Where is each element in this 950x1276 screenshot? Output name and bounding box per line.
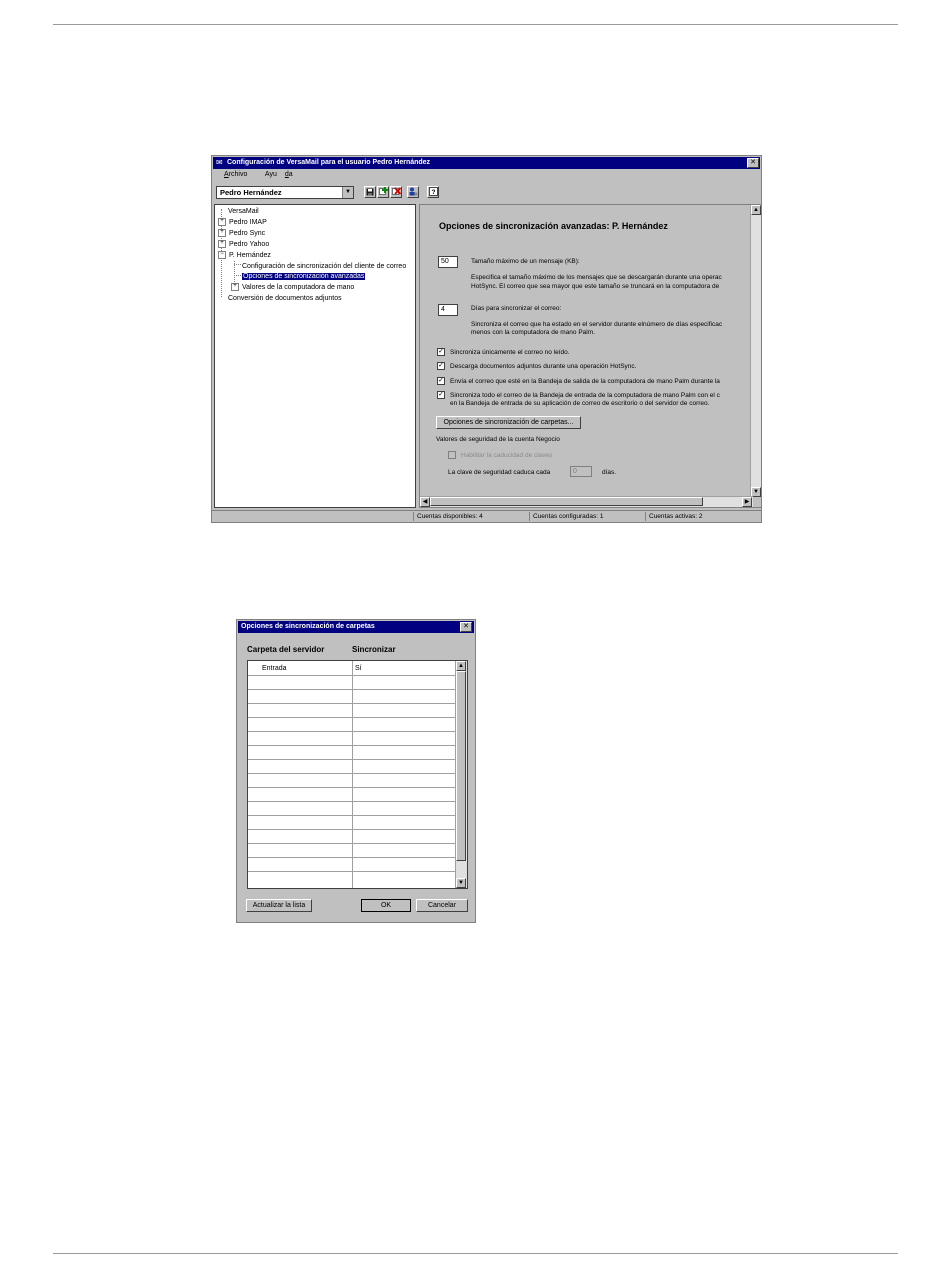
table-row[interactable] bbox=[248, 732, 456, 746]
table-row[interactable] bbox=[248, 858, 456, 872]
window-titlebar bbox=[213, 157, 760, 169]
save-button[interactable] bbox=[364, 186, 376, 198]
sync-days-label: Días para sincronizar el correo: bbox=[471, 305, 562, 312]
table-row[interactable] bbox=[248, 676, 456, 690]
tree-item-pedro-sync[interactable]: + Pedro Sync bbox=[218, 229, 265, 239]
send-outbox-checkbox[interactable]: ✓ bbox=[438, 377, 444, 384]
max-message-size-input[interactable]: 50 bbox=[438, 256, 458, 268]
table-row[interactable] bbox=[248, 774, 456, 788]
add-account-icon bbox=[379, 187, 388, 196]
menu-bar bbox=[216, 171, 309, 181]
unread-only-label: Sincroniza únicamente el correo no leído. bbox=[450, 349, 570, 356]
download-attachments-label: Descarga documentos adjuntos durante una operación HotSync. bbox=[450, 363, 637, 370]
table-row[interactable] bbox=[248, 788, 456, 802]
add-account-button[interactable] bbox=[377, 186, 389, 198]
table-vertical-scrollbar[interactable] bbox=[455, 661, 467, 888]
scroll-down-icon[interactable]: ▼ bbox=[751, 487, 761, 497]
window-title: Configuración de VersaMail para el usuario Pedro Hernández bbox=[227, 159, 431, 166]
versamail-config-window bbox=[211, 155, 762, 523]
dialog-titlebar bbox=[238, 621, 474, 633]
tree-connector bbox=[234, 264, 241, 265]
user-settings-icon bbox=[409, 187, 418, 196]
scroll-down-icon[interactable]: ▼ bbox=[456, 878, 466, 888]
max-message-size-desc: Especifica el tamaño máximo de los mensajes que se descargarán durante una operac bbox=[471, 274, 722, 281]
key-expiry-label: La clave de seguridad caduca cada bbox=[448, 469, 551, 476]
horizontal-scroll-thumb[interactable] bbox=[430, 497, 703, 506]
sync-days-desc: menos con la computadora de mano Palm. bbox=[471, 329, 595, 336]
table-row[interactable] bbox=[248, 690, 456, 704]
download-attachments-checkbox[interactable]: ✓ bbox=[438, 362, 444, 369]
panel-vertical-scrollbar[interactable] bbox=[750, 205, 761, 497]
panel-horizontal-scrollbar[interactable] bbox=[420, 496, 753, 507]
expand-icon[interactable]: + bbox=[218, 240, 226, 248]
svg-text:?: ? bbox=[431, 189, 435, 196]
toolbar bbox=[216, 185, 756, 201]
table-row[interactable] bbox=[248, 718, 456, 732]
account-tree[interactable] bbox=[214, 204, 416, 508]
menu-ayuda[interactable]: Ayu da bbox=[264, 171, 293, 178]
status-active-accounts: Cuentas activas: 2 bbox=[645, 512, 759, 521]
tree-item-pedro-imap[interactable]: + Pedro IMAP bbox=[218, 218, 267, 228]
expand-icon[interactable]: + bbox=[231, 283, 239, 291]
status-bar bbox=[212, 510, 761, 522]
panel-title: Opciones de sincronización avanzadas: P. Hernández bbox=[439, 221, 668, 231]
column-header-server-folder[interactable]: Carpeta del servidor bbox=[247, 645, 325, 654]
sync-inbox-label: Sincroniza todo el correo de la Bandeja de entrada de la computadora de mano Palm con el c bbox=[450, 392, 720, 399]
column-header-sync[interactable]: Sincronizar bbox=[352, 645, 396, 654]
cancel-button[interactable]: Cancelar bbox=[416, 899, 468, 912]
expand-icon[interactable]: + bbox=[218, 218, 226, 226]
account-select[interactable] bbox=[216, 186, 354, 199]
status-configured-accounts: Cuentas configuradas: 1 bbox=[529, 512, 643, 521]
dialog-close-button[interactable]: ✕ bbox=[460, 622, 472, 632]
folder-sync-table[interactable] bbox=[247, 660, 468, 889]
menu-archivo[interactable]: Archivo bbox=[224, 171, 248, 178]
ok-button[interactable]: OK bbox=[361, 899, 411, 912]
collapse-icon[interactable]: − bbox=[218, 251, 226, 259]
tree-connector bbox=[234, 275, 241, 276]
table-row[interactable]: Entrada Sí bbox=[248, 662, 456, 676]
table-row[interactable] bbox=[248, 802, 456, 816]
user-settings-button[interactable] bbox=[407, 186, 419, 198]
key-expiry-days-input[interactable]: 0 bbox=[570, 466, 592, 477]
save-icon bbox=[366, 188, 374, 196]
page-top-rule bbox=[53, 24, 898, 25]
unread-only-checkbox[interactable]: ✓ bbox=[438, 348, 444, 355]
delete-account-icon bbox=[392, 187, 401, 196]
delete-account-button[interactable] bbox=[390, 186, 402, 198]
table-row[interactable] bbox=[248, 816, 456, 830]
help-icon bbox=[429, 187, 438, 196]
status-available-accounts: Cuentas disponibles: 4 bbox=[413, 512, 527, 521]
tree-item-advanced-sync-options[interactable]: Opciones de sincronización avanzadas bbox=[243, 273, 365, 280]
max-message-size-label: Tamaño máximo de un mensaje (KB): bbox=[471, 258, 580, 265]
table-row[interactable] bbox=[248, 844, 456, 858]
account-select-value: Pedro Hernández bbox=[220, 188, 282, 197]
window-close-button[interactable]: ✕ bbox=[747, 158, 759, 168]
sync-days-desc: Sincroniza el correo que ha estado en el servidor durante elnúmero de días especificac bbox=[471, 321, 723, 328]
sync-inbox-checkbox[interactable]: ✓ bbox=[438, 391, 444, 398]
tree-item-pedro-yahoo[interactable]: + Pedro Yahoo bbox=[218, 240, 269, 250]
security-section-label: Valores de seguridad de la cuenta Negocio bbox=[436, 436, 560, 443]
refresh-list-button[interactable]: Actualizar la lista bbox=[246, 899, 312, 912]
folder-sync-options-button[interactable]: Opciones de sincronización de carpetas... bbox=[436, 416, 581, 429]
key-expiry-days-unit: días. bbox=[602, 469, 617, 476]
help-button[interactable] bbox=[427, 186, 439, 198]
tree-item-p-hernandez[interactable]: − P. Hernández bbox=[218, 251, 271, 261]
folder-sync-options-dialog bbox=[236, 619, 476, 923]
scroll-up-icon[interactable]: ▲ bbox=[751, 205, 761, 215]
table-row[interactable] bbox=[248, 760, 456, 774]
enable-key-expiry-checkbox[interactable] bbox=[448, 451, 456, 459]
chevron-down-icon[interactable]: ▼ bbox=[342, 187, 353, 198]
dialog-title: Opciones de sincronización de carpetas bbox=[241, 623, 375, 630]
page-bottom-rule bbox=[53, 1253, 898, 1254]
sync-inbox-label: en la Bandeja de entrada de su aplicación de correo de escritorio o del servidor de correo. bbox=[450, 400, 710, 407]
scroll-up-icon[interactable]: ▲ bbox=[456, 661, 466, 671]
vertical-scroll-thumb[interactable] bbox=[456, 671, 466, 861]
advanced-sync-options-panel bbox=[419, 204, 762, 508]
tree-item-versamail[interactable]: VersaMail bbox=[228, 208, 259, 215]
sync-days-input[interactable]: 4 bbox=[438, 304, 458, 316]
scroll-left-icon[interactable]: ◀ bbox=[420, 497, 430, 507]
send-outbox-label: Envía el correo que esté en la Bandeja de salida de la computadora de mano Palm durante la bbox=[450, 378, 720, 385]
table-row[interactable] bbox=[248, 704, 456, 718]
tree-item-attachment-conversion[interactable]: Conversión de documentos adjuntos bbox=[228, 295, 342, 302]
tree-item-client-sync-config[interactable]: Configuración de sincronización del cliente de correo bbox=[242, 263, 407, 270]
enable-key-expiry-label: Habilitar la caducidad de claves bbox=[461, 452, 553, 459]
expand-icon[interactable]: + bbox=[218, 229, 226, 237]
max-message-size-desc: HotSync. El correo que sea mayor que este tamaño se truncará en la computadora de bbox=[471, 283, 720, 290]
app-icon: ✉ bbox=[216, 158, 223, 167]
scroll-right-icon[interactable]: ▶ bbox=[742, 497, 752, 507]
table-row[interactable] bbox=[248, 830, 456, 844]
table-row[interactable] bbox=[248, 746, 456, 760]
tree-item-handheld-values[interactable]: + Valores de la computadora de mano bbox=[231, 283, 354, 293]
